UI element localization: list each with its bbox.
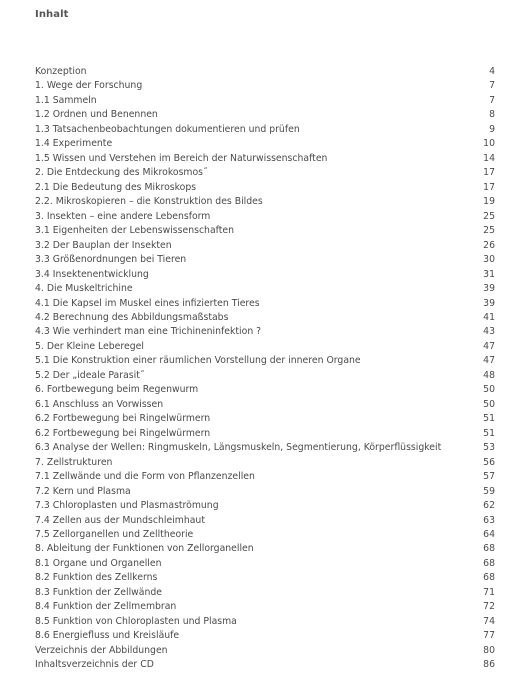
toc-entry-page: 71 <box>483 586 495 598</box>
toc-entry-title: 8.1 Organe und Organellen <box>35 557 162 569</box>
toc-entry <box>35 137 495 151</box>
toc-entry-page: 86 <box>483 659 495 671</box>
toc-entry <box>35 427 495 441</box>
toc-entry-page: 39 <box>483 283 495 295</box>
toc-entry-page: 25 <box>483 210 495 222</box>
toc-entry-title: 3.1 Eigenheiten der Lebenswissenschaften <box>35 225 235 237</box>
toc-entry <box>35 485 495 499</box>
toc-entry-page: 30 <box>483 254 495 266</box>
toc-entry-page: 51 <box>483 427 495 439</box>
toc-entry-page: 10 <box>483 138 495 150</box>
toc-entry <box>35 152 495 166</box>
toc-entry <box>35 528 495 542</box>
toc-entry <box>35 253 495 267</box>
toc-entry <box>35 181 495 195</box>
toc-entry-page: 57 <box>483 471 495 483</box>
toc-entry-page: 9 <box>489 123 495 135</box>
toc-entry-title: 4.1 Die Kapsel im Muskel eines infizierten Tieres <box>35 297 260 309</box>
toc-entry-page: 68 <box>483 543 495 555</box>
toc-entry-title: 8.4 Funktion der Zellmembran <box>35 601 177 613</box>
toc-entry-page: 7 <box>489 80 495 92</box>
toc-entry-title: 4.2 Berechnung des Abbildungsmaßstabs <box>35 311 229 323</box>
toc-entry <box>35 354 495 368</box>
toc-entry <box>35 514 495 528</box>
toc-entry <box>35 123 495 137</box>
toc-entry <box>35 398 495 412</box>
toc-entry <box>35 499 495 513</box>
toc-entry-title: 8.5 Funktion von Chloroplasten und Plasma <box>35 615 237 627</box>
toc-entry-title: 2. Die Entdeckung des Mikrokosmos˝ <box>35 167 208 179</box>
toc-entry <box>35 615 495 629</box>
toc-entry <box>35 268 495 282</box>
toc-entry <box>35 441 495 455</box>
toc-entry-title: Verzeichnis der Abbildungen <box>35 644 168 656</box>
toc-entry-page: 17 <box>483 167 495 179</box>
toc-entry-page: 50 <box>483 384 495 396</box>
toc-entry-title: 4. Die Muskeltrichine <box>35 283 133 295</box>
toc-entry <box>35 340 495 354</box>
toc-entry-title: Konzeption <box>35 66 87 77</box>
toc-entry-page: 50 <box>483 398 495 410</box>
toc-entry-page: 56 <box>483 456 495 468</box>
toc-entry-page: 77 <box>483 630 495 642</box>
toc-entry-page: 4 <box>489 66 495 77</box>
toc-entry-page: 72 <box>483 601 495 613</box>
toc-entry-page: 80 <box>483 644 495 656</box>
toc-entry <box>35 79 495 93</box>
toc-entry <box>35 369 495 383</box>
toc-entry-page: 63 <box>483 514 495 526</box>
toc-entry-title: 7.4 Zellen aus der Mundschleimhaut <box>35 514 205 526</box>
toc-entry-title: 6. Fortbewegung beim Regenwurm <box>35 384 199 396</box>
toc-entry-title: 6.1 Anschluss an Vorwissen <box>35 398 164 410</box>
toc-entry <box>35 94 495 108</box>
toc-entry-title: 3.3 Größenordnungen bei Tieren <box>35 254 187 266</box>
toc-entry-title: 8.6 Energiefluss und Kreisläufe <box>35 630 180 642</box>
toc-entry <box>35 412 495 426</box>
toc-entry-title: 3.4 Insektenentwicklung <box>35 268 149 280</box>
toc-entry-page: 64 <box>483 529 495 540</box>
toc-entry <box>35 311 495 325</box>
toc-entry-title: 6.2 Fortbewegung bei Ringelwürmern <box>35 427 211 439</box>
toc-entry-page: 47 <box>483 355 495 367</box>
toc-entry <box>35 224 495 238</box>
toc-entry-title: 6.2 Fortbewegung bei Ringelwürmern <box>35 413 211 425</box>
toc-entry-title: 1.5 Wissen und Verstehen im Bereich der Naturwissenschaften <box>35 152 328 164</box>
toc-entry-page: 68 <box>483 557 495 569</box>
toc-entry-title: 5.2 Der „ideale Parasit˝ <box>35 369 145 381</box>
toc-entry <box>35 557 495 571</box>
toc-entry-title: 7.3 Chloroplasten und Plasmaströmung <box>35 500 219 512</box>
toc-entry <box>35 166 495 180</box>
toc-entry-title: 5. Der Kleine Leberegel <box>35 340 144 352</box>
toc-entry-title: 8.2 Funktion des Zellkerns <box>35 572 158 584</box>
toc-entry-title: 2.1 Die Bedeutung des Mikroskops <box>35 181 197 193</box>
toc-entry-title: 3. Insekten – eine andere Lebensform <box>35 210 211 222</box>
toc-entry <box>35 470 495 484</box>
toc-entry <box>35 600 495 614</box>
table-of-contents <box>35 65 495 673</box>
toc-entry-title: 7.5 Zellorganellen und Zelltheorie <box>35 529 194 540</box>
toc-entry-title: 7.1 Zellwände und die Form von Pflanzenzellen <box>35 471 255 483</box>
toc-entry <box>35 629 495 643</box>
toc-entry-title: 1. Wege der Forschung <box>35 80 143 92</box>
toc-entry <box>35 210 495 224</box>
toc-entry-page: 8 <box>489 109 495 121</box>
toc-entry <box>35 456 495 470</box>
toc-entry-page: 47 <box>483 340 495 352</box>
toc-entry-page: 68 <box>483 572 495 584</box>
toc-entry-page: 62 <box>483 500 495 512</box>
toc-entry-page: 39 <box>483 297 495 309</box>
toc-entry <box>35 297 495 311</box>
toc-entry-title: 7. Zellstrukturen <box>35 456 113 468</box>
toc-entry-page: 43 <box>483 326 495 338</box>
toc-entry-page: 25 <box>483 225 495 237</box>
toc-entry-title: 1.3 Tatsachenbeobachtungen dokumentieren und prüfen <box>35 123 300 135</box>
toc-entry <box>35 239 495 253</box>
toc-entry-page: 59 <box>483 485 495 497</box>
toc-entry-page: 53 <box>483 442 495 454</box>
toc-entry-page: 17 <box>483 181 495 193</box>
toc-entry-page: 14 <box>483 152 495 164</box>
toc-entry <box>35 542 495 556</box>
toc-entry <box>35 65 495 79</box>
toc-entry <box>35 658 495 672</box>
toc-entry <box>35 571 495 585</box>
toc-entry-title: 8.3 Funktion der Zellwände <box>35 586 162 598</box>
toc-entry <box>35 325 495 339</box>
toc-entry-title: 5.1 Die Konstruktion einer räumlichen Vorstellung der inneren Organe <box>35 355 361 367</box>
toc-entry-page: 19 <box>483 196 495 208</box>
toc-entry <box>35 282 495 296</box>
toc-entry <box>35 195 495 209</box>
toc-entry-page: 48 <box>483 369 495 381</box>
toc-entry-page: 51 <box>483 413 495 425</box>
toc-entry <box>35 644 495 658</box>
toc-entry-title: 1.4 Experimente <box>35 138 113 150</box>
page-title: Inhalt <box>35 9 69 20</box>
toc-entry-page: 7 <box>489 94 495 106</box>
toc-entry-title: 8. Ableitung der Funktionen von Zellorganellen <box>35 543 254 555</box>
toc-entry <box>35 586 495 600</box>
toc-entry-title: 1.1 Sammeln <box>35 94 97 106</box>
toc-entry-title: Inhaltsverzeichnis der CD <box>35 659 154 671</box>
toc-entry-title: 3.2 Der Bauplan der Insekten <box>35 239 172 251</box>
toc-entry-page: 41 <box>483 311 495 323</box>
toc-entry-page: 74 <box>483 615 495 627</box>
toc-entry <box>35 383 495 397</box>
toc-entry-title: 2.2. Mikroskopieren – die Konstruktion des Bildes <box>35 196 263 208</box>
toc-entry-title: 1.2 Ordnen und Benennen <box>35 109 158 121</box>
toc-entry-page: 26 <box>483 239 495 251</box>
toc-entry-title: 4.3 Wie verhindert man eine Trichineninfektion ? <box>35 326 262 338</box>
toc-entry <box>35 108 495 122</box>
toc-entry-title: 6.3 Analyse der Wellen: Ringmuskeln, Längsmuskeln, Segmentierung, Körperflüssigkeit <box>35 442 442 454</box>
toc-entry-title: 7.2 Kern und Plasma <box>35 485 131 497</box>
toc-entry-page: 31 <box>483 268 495 280</box>
